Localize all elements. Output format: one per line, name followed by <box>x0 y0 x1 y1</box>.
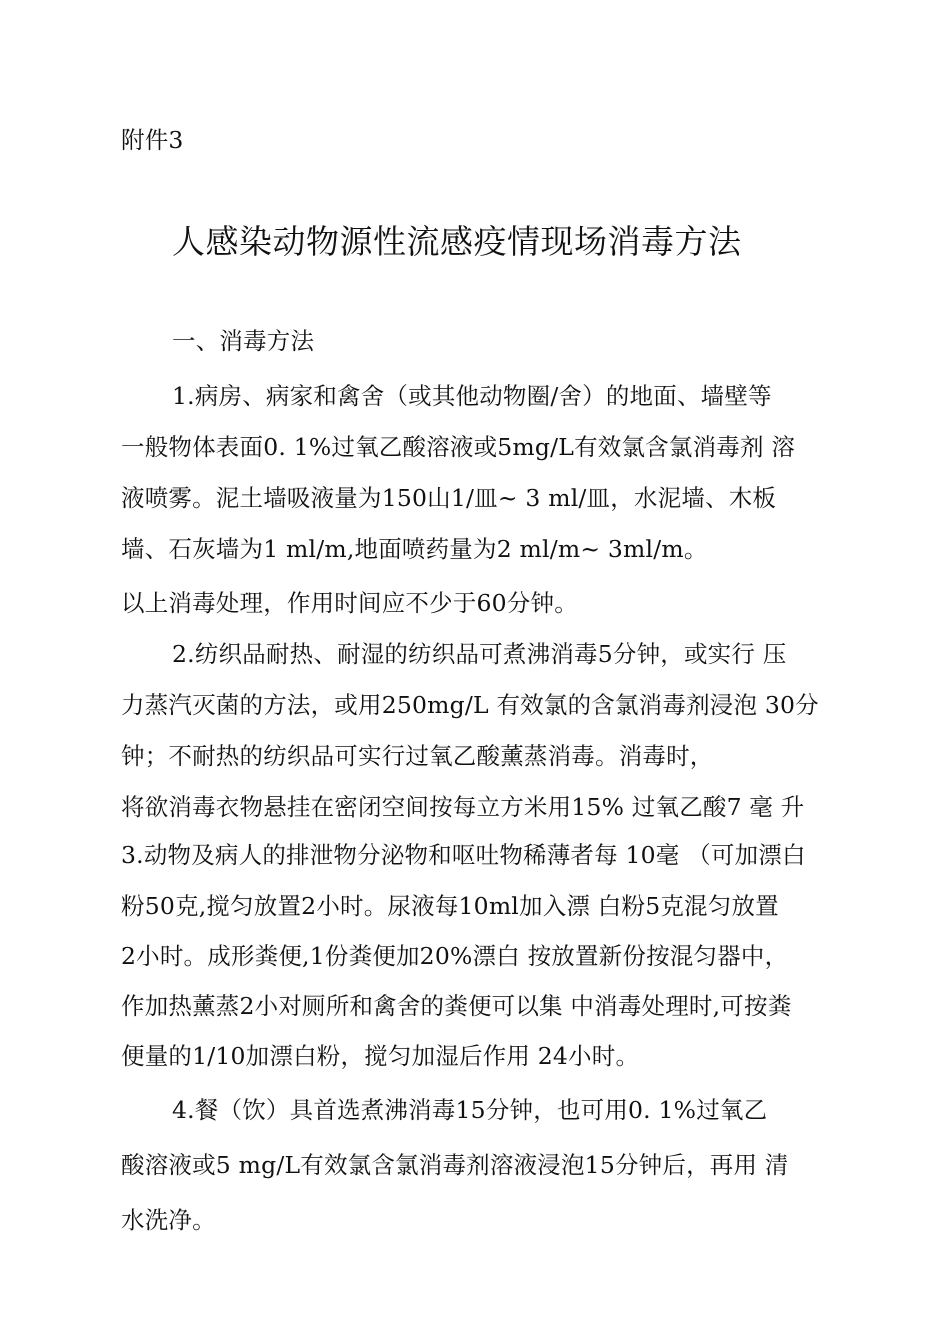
paragraph-line: 2小时。成形粪便,1份粪便加20%漂白 按放置新份按混匀器中， <box>121 942 789 970</box>
paragraph-line: 酸溶液或5 mg/L有效氯含氯消毒剂溶液浸泡15分钟后，再用 清 <box>121 1151 789 1179</box>
paragraph-line: 1.病房、病家和禽舍（或其他动物圈/舍）的地面、墙壁等 <box>172 382 772 410</box>
document-title: 人感染动物源性流感疫情现场消毒方法 <box>172 222 742 261</box>
paragraph-line: 墙、石灰墙为1 ml/m,地面喷药量为2 ml/m~ 3ml/m。 <box>121 535 708 563</box>
paragraph-line: 2.纺织品耐热、耐湿的纺织品可煮沸消毒5分钟，或实行 压 <box>172 640 787 668</box>
paragraph-line: 力蒸汽灭菌的方法，或用250mg/L 有效氯的含氯消毒剂浸泡 30分 <box>121 691 819 719</box>
paragraph-line: 以上消毒处理，作用时间应不少于60分钟。 <box>121 589 578 617</box>
paragraph-line: 3.动物及病人的排泄物分泌物和呕吐物稀薄者每 10毫 （可加漂白 <box>121 841 806 869</box>
section-heading: 一、消毒方法 <box>172 327 315 355</box>
paragraph-line: 钟；不耐热的纺织品可实行过氧乙酸薰蒸消毒。消毒时， <box>121 742 714 770</box>
paragraph-line: 一般物体表面0. 1%过氧乙酸溶液或5mg/L有效氯含氯消毒剂 溶 <box>121 433 796 461</box>
paragraph-line: 液喷雾。泥土墙吸液量为150山1/皿~ 3 ml/皿，水泥墙、木板 <box>121 484 777 512</box>
attachment-label: 附件3 <box>121 126 184 154</box>
paragraph-line: 作加热薰蒸2小对厕所和禽舍的粪便可以集 中消毒处理时,可按粪 <box>121 992 792 1020</box>
paragraph-line: 将欲消毒衣物悬挂在密闭空间按每立方米用15% 过氧乙酸7 毫 升 <box>121 793 805 821</box>
paragraph-line: 粉50克,搅匀放置2小时。尿液每10ml加入漂 白粉5克混匀放置 <box>121 892 779 920</box>
paragraph-line: 水洗净。 <box>121 1206 216 1234</box>
paragraph-line: 4.餐（饮）具首选煮沸消毒15分钟，也可用0. 1%过氧乙 <box>172 1096 768 1124</box>
paragraph-line: 便量的1/10加漂白粉，搅匀加湿后作用 24小时。 <box>121 1042 640 1070</box>
